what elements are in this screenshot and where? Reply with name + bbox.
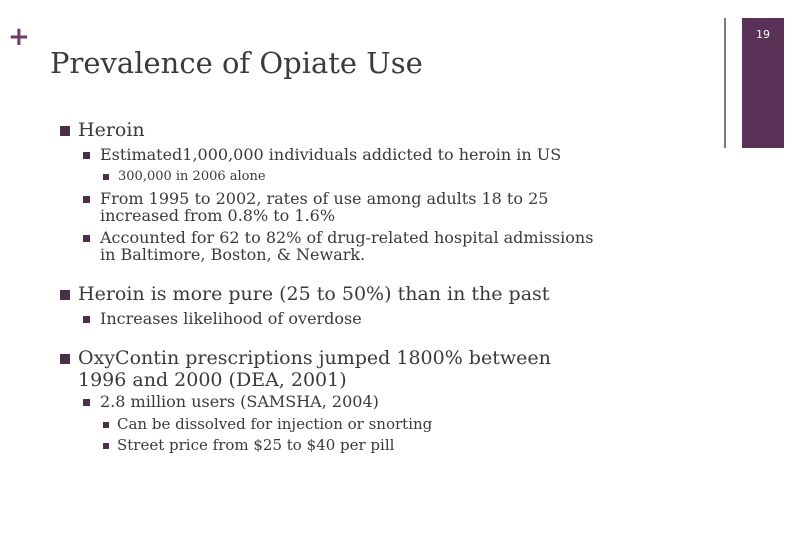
- bullet-square-icon: [103, 174, 109, 180]
- bullet-square-icon: [60, 290, 70, 300]
- bullet-square-icon: [103, 422, 109, 428]
- bullet-accounted-line1: Accounted for 62 to 82% of drug-related hospital admissions: [100, 228, 594, 247]
- bullet-square-icon: [60, 354, 70, 364]
- bullet-square-icon: [83, 196, 90, 203]
- bullet-from-1995-line1: From 1995 to 2002, rates of use among adults 18 to 25: [100, 189, 549, 208]
- bullet-square-icon: [60, 126, 70, 136]
- slide-title: Prevalence of Opiate Use: [50, 46, 423, 80]
- bullet-square-icon: [83, 316, 90, 323]
- bullet-overdose: Increases likelihood of overdose: [100, 309, 362, 328]
- plus-icon: +: [8, 22, 30, 52]
- bullet-square-icon: [83, 152, 90, 159]
- page-number: 19: [756, 28, 770, 41]
- bullet-square-icon: [103, 443, 109, 449]
- bullet-accounted-line2: in Baltimore, Boston, & Newark.: [100, 245, 366, 264]
- bullet-oxycontin-line2: 1996 and 2000 (DEA, 2001): [78, 369, 347, 391]
- bullet-oxycontin-line1: OxyContin prescriptions jumped 1800% between: [78, 347, 551, 369]
- bullet-square-icon: [83, 235, 90, 242]
- bullet-more-pure: Heroin is more pure (25 to 50%) than in the past: [78, 283, 550, 305]
- bullet-dissolved: Can be dissolved for injection or snorting: [117, 415, 433, 433]
- bullet-square-icon: [83, 399, 90, 406]
- bullet-estimated: Estimated1,000,000 individuals addicted to heroin in US: [100, 145, 562, 164]
- bullet-street-price: Street price from $25 to $40 per pill: [117, 436, 395, 454]
- bullet-heroin: Heroin: [78, 119, 145, 141]
- bullet-2006-alone: 300,000 in 2006 alone: [118, 169, 266, 184]
- bullet-from-1995-line2: increased from 0.8% to 1.6%: [100, 206, 336, 225]
- bullet-users: 2.8 million users (SAMSHA, 2004): [100, 392, 379, 411]
